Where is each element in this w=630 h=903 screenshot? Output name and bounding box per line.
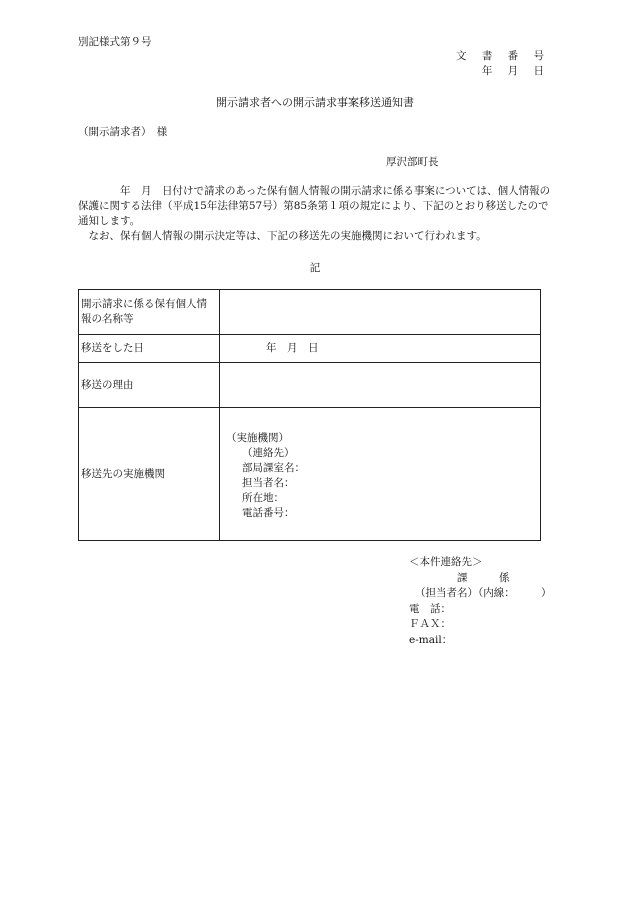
document-number-label: 文 書 番 号 [455, 50, 550, 62]
contact-block [409, 555, 552, 648]
row-label-transfer-date: 移送をした日 [79, 335, 220, 363]
notice-paragraph-2: なお、保有個人情報の開示決定等は、下記の移送先の実施機関において行われます。 [78, 230, 487, 242]
contact-line: （連絡先） [242, 447, 295, 459]
contact-person: （担当者名）（内線： ） [415, 587, 552, 599]
notice-body [78, 184, 553, 244]
row-label-destination-agency: 移送先の実施機関 [79, 408, 220, 541]
row-value-destination-agency [220, 408, 541, 541]
contact-email: e-mail： [409, 633, 453, 646]
document-date-label: 年 月 日 [481, 65, 550, 77]
address-line: 所在地： [242, 492, 284, 504]
department-line: 部局課室名： [242, 462, 305, 474]
row-value-transfer-reason [220, 363, 541, 408]
table-row [79, 290, 541, 335]
table-row [79, 408, 541, 541]
contact-heading: ＜本件連絡先＞ [409, 556, 483, 568]
phone-line: 電話番号： [242, 507, 295, 519]
form-number: 別記様式第９号 [78, 36, 152, 48]
table-row [79, 335, 541, 363]
sender-name: 厚沢部町長 [386, 156, 439, 168]
contact-phone: 電 話： [409, 602, 451, 615]
ki-heading: 記 [309, 262, 321, 274]
row-value-info-name [220, 290, 541, 335]
recipient-line: （開示請求者） 様 [78, 126, 168, 138]
notice-paragraph-1: 年 月 日付けで請求のあった保有個人情報の開示請求に係る事案については、個人情報の保護に関する法律（平成15年法律第57号）第85条第１項の規定により、下記のとおり移送したので通知します。 [78, 185, 551, 227]
person-line: 担当者名： [242, 477, 295, 489]
transfer-details-table [78, 289, 541, 541]
row-label-transfer-reason: 移送の理由 [79, 363, 220, 408]
table-row [79, 363, 541, 408]
contact-section: 課 係 [457, 571, 510, 584]
agency-line: （実施機関） [226, 432, 289, 444]
row-label-info-name: 開示請求に係る保有個人情報の名称等 [79, 290, 220, 335]
row-value-transfer-date: 年 月 日 [220, 335, 541, 363]
contact-fax: ＦＡＸ： [409, 618, 451, 630]
document-title: 開示請求者への開示請求事案移送通知書 [216, 96, 414, 109]
